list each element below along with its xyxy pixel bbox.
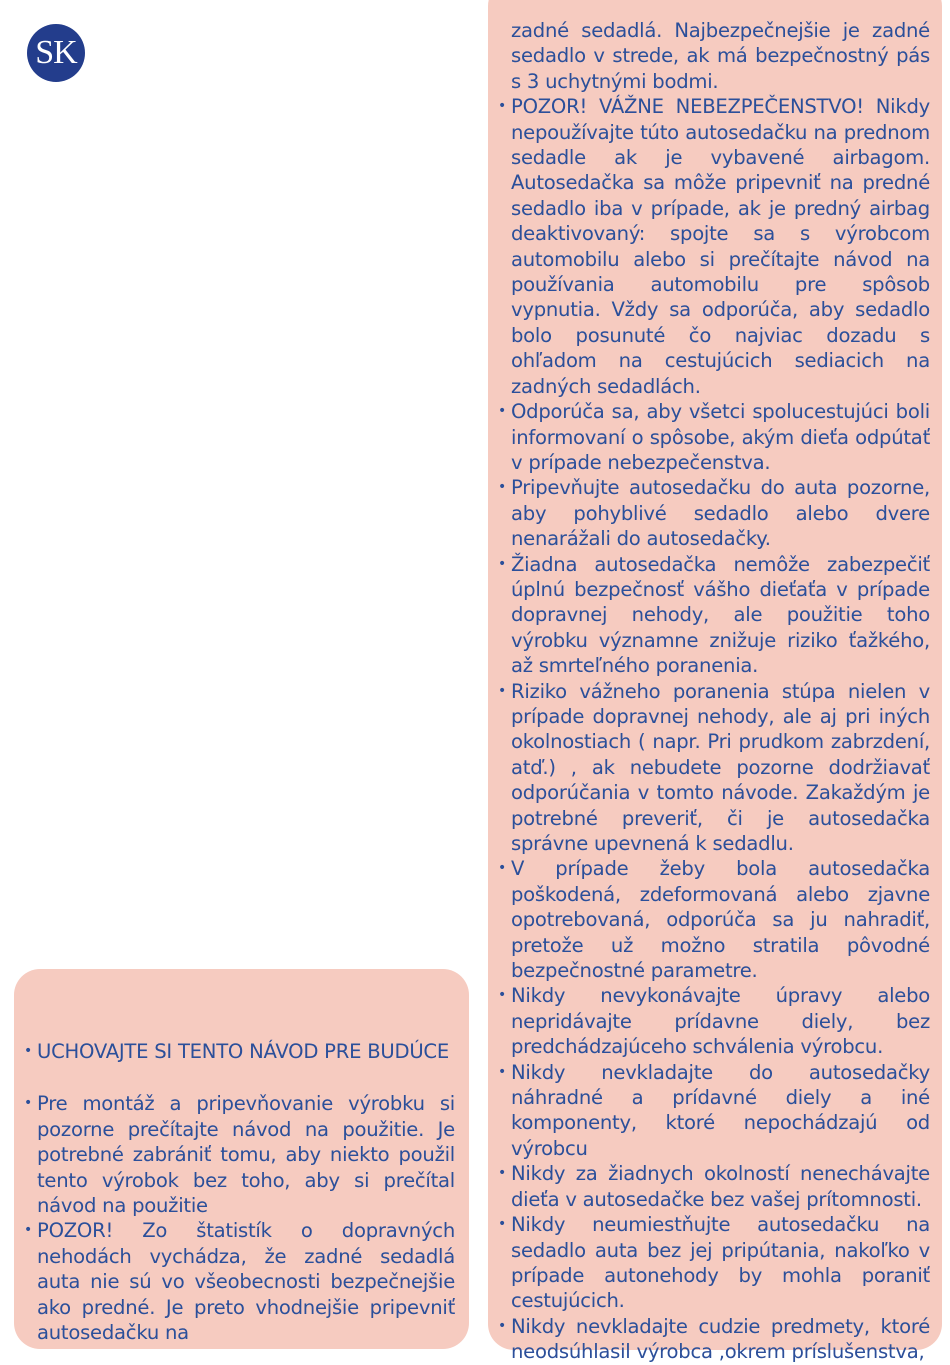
list-item: • POZOR! Zo štatistík o dopravných nehodách vychádza, že zadné sedadlá auta nie sú vo všeobecnosti bezpečnejšie ako predné. Je preto vhodnejšie pripevniť autosedačku na [24, 1218, 455, 1345]
continuation-text [498, 18, 930, 94]
list-item: • Pripevňujte autosedačku do auta pozorne, aby pohyblivé sedadlo alebo dvere nenarážali do autosedačky. [498, 475, 930, 551]
list-item: • Žiadna autosedačka nemôže zabezpečiť úplnú bezpečnosť vášho dieťaťa v prípade dopravnej nehody, ale použitie toho výrobku významne znižuje riziko ťažkého, až smrteľného poranenia. [498, 552, 930, 679]
warnings-box-right [488, 0, 942, 1364]
list-item: • Riziko vážneho poranenia stúpa nielen v prípade dopravnej nehody, ale aj pri iných okolnostiach ( napr. Pri prudkom zabrzdení, atď.) , ak nebudete pozorne dodržiavať odporúčania v tomto návode. Zakaždým je potrebné preveriť, či je autosedačka správne upevnená k sedadlu. [498, 679, 930, 857]
warnings-box-left [14, 969, 469, 1349]
list-item: • Nikdy neumiestňujte autosedačku na sedadlo auta bez jej pripútania, nakoľko v prípade autonehody by mohla poraniť cestujúcich. [498, 1212, 930, 1314]
list-item: • POZOR! VÁŽNE NEBEZPEČENSTVO! Nikdy nepoužívajte túto autosedačku na prednom sedadle ak je vybavené airbagom. Autosedačka sa môže pripevniť na predné sedadlo iba v prípade, ak je predný airbag deaktivovaný: spojte sa s výrobcom automobilu alebo si prečítajte návod na používania automobilu pre spôsob vypnutia. Vždy sa odporúča, aby sedadlo bolo posunuté čo najviac dozadu s ohľadom na cestujúcich sediacich na zadných sedadlách. [498, 94, 930, 399]
list-item: • V prípade žeby bola autosedačka poškodená, zdeformovaná alebo zjavne opotrebovaná, odporúča sa ju nahradiť, pretože už možno stratila pôvodné bezpečnostné parametre. [498, 856, 930, 983]
list-item: • Nikdy nevkladajte cudzie predmety, ktoré neodsúhlasil výrobca ,okrem príslušenstva, [498, 1314, 930, 1365]
list-item: • Nikdy nevykonávajte úpravy alebo nepridávajte prídavne diely, bez predchádzajúceho schválenia výrobcu. [498, 983, 930, 1059]
list-item-continuation: zadné sedadlá. Najbezpečnejšie je zadné sedadlo v strede, ak má bezpečnostný pás s 3 uchytnými bodmi. [511, 19, 930, 93]
list-item: • Pre montáž a pripevňovanie výrobku si pozorne prečítajte návod na použitie. Je potrebné zabrániť tomu, aby niekto použil tento výrobok bez toho, aby si prečítal návod na použitie [24, 1091, 455, 1218]
list-item: • Odporúča sa, aby všetci spolucestujúci boli informovaní o spôsobe, akým dieťa odpútať v prípade nebezpečenstva. [498, 399, 930, 475]
list-item: • UCHOVAJTE SI TENTO NÁVOD PRE BUDÚCE [24, 1039, 455, 1064]
language-badge: SK [27, 24, 85, 82]
list-item: • Nikdy nevkladajte do autosedačky náhradné a prídavné diely a iné komponenty, ktoré nepochádzajú od výrobcu [498, 1060, 930, 1162]
list-item: • Nikdy za žiadnych okolností nenechávajte dieťa v autosedačke bez vašej prítomnosti. [498, 1161, 930, 1212]
warnings-list-right [498, 94, 930, 1364]
warnings-list-left [24, 1039, 455, 1345]
